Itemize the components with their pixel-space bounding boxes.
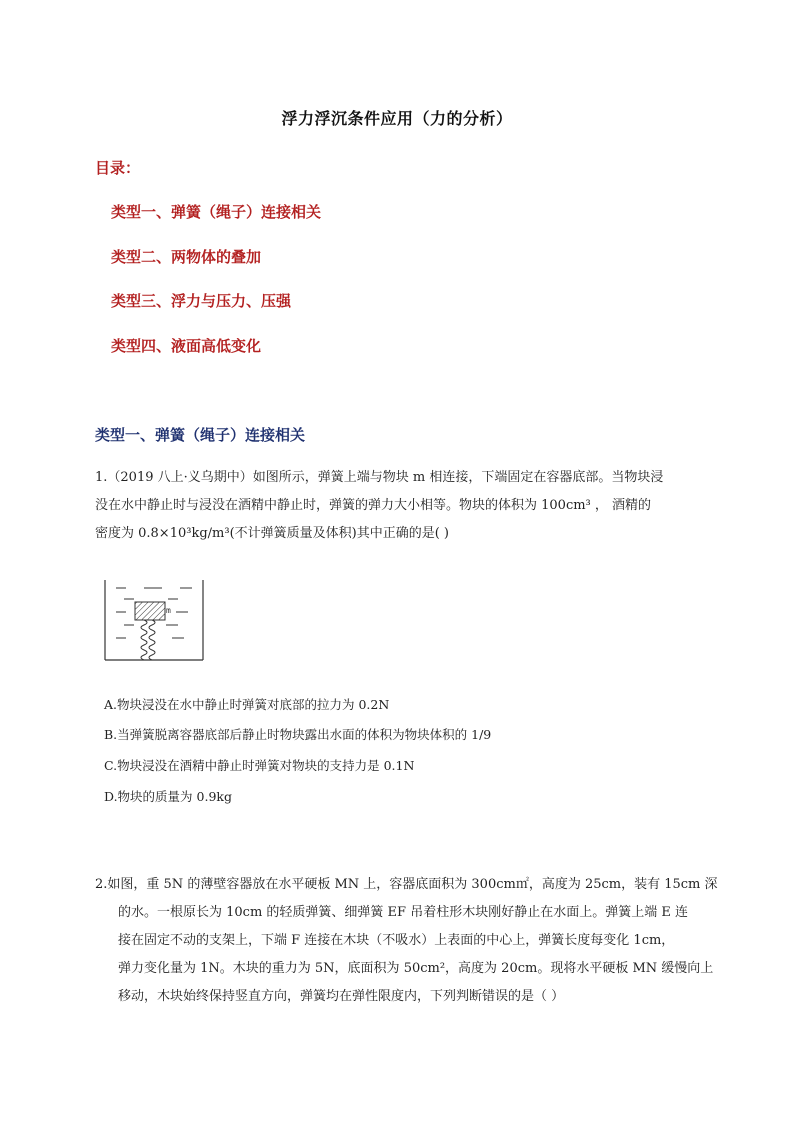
spring bbox=[141, 620, 147, 660]
spring-coil bbox=[149, 620, 155, 660]
question-1-line: 没在水中静止时与浸没在酒精中静止时，弹簧的弹力大小相等。物块的体积为 100cm³ ， 酒精的 bbox=[95, 498, 652, 513]
spring-block-container-figure bbox=[104, 578, 204, 662]
question-1-option-d[interactable]: D.物块的质量为 0.9kg bbox=[104, 789, 232, 804]
question-1-option-a[interactable]: A.物块浸没在水中静止时弹簧对底部的拉力为 0.2N bbox=[104, 697, 390, 712]
question-1-option-b[interactable]: B.当弹簧脱离容器底部后静止时物块露出水面的体积为物块体积的 1/9 bbox=[104, 727, 492, 742]
question-2-line: 接在固定不动的支架上，下端 F 连接在木块（不吸水）上表面的中心上，弹簧长度每变化 1cm， bbox=[118, 933, 675, 948]
section-heading-type1: 类型一、弹簧（绳子）连接相关 bbox=[95, 426, 306, 444]
document-title: 浮力浮沉条件应用（力的分析） bbox=[281, 109, 513, 128]
question-2-line: 移动，木块始终保持竖直方向，弹簧均在弹性限度内，下列判断错误的是（ ） bbox=[118, 989, 565, 1004]
toc-item-type3[interactable]: 类型三、浮力与压力、压强 bbox=[111, 292, 292, 310]
question-1-stem bbox=[95, 464, 705, 548]
block-label: m bbox=[166, 606, 171, 615]
toc-item-type4[interactable]: 类型四、液面高低变化 bbox=[111, 337, 262, 355]
question-1-line: 1.（2019 八上·义乌期中）如图所示，弹簧上端与物块 m 相连接，下端固定在容器底部。当物块浸 bbox=[95, 470, 664, 485]
toc-heading: 目录： bbox=[95, 159, 141, 177]
question-2-line: 弹力变化量为 1N。木块的重力为 5N，底面积为 50cm²，高度为 20cm。现将水平硬板 MN 缓慢向上 bbox=[118, 961, 714, 976]
question-2-line: 的水。一根原长为 10cm 的轻质弹簧、细弹簧 EF 吊着柱形木块刚好静止在水面上。弹簧上端 E 连 bbox=[118, 905, 688, 920]
toc-item-type2[interactable]: 类型二、两物体的叠加 bbox=[111, 248, 262, 266]
question-2-line: 2.如图，重 5N 的薄壁容器放在水平硬板 MN 上，容器底面积为 300cm㎡，高度为 25cm，装有 15cm 深 bbox=[95, 877, 718, 892]
question-2-stem bbox=[95, 871, 718, 1011]
toc-item-type1[interactable]: 类型一、弹簧（绳子）连接相关 bbox=[111, 203, 322, 221]
question-1-line: 密度为 0.8×10³kg/m³(不计弹簧质量及体积)其中正确的是( ) bbox=[95, 526, 449, 541]
question-1-option-c[interactable]: C.物块浸没在酒精中静止时弹簧对物块的支持力是 0.1N bbox=[104, 758, 415, 773]
block-m bbox=[135, 602, 165, 620]
